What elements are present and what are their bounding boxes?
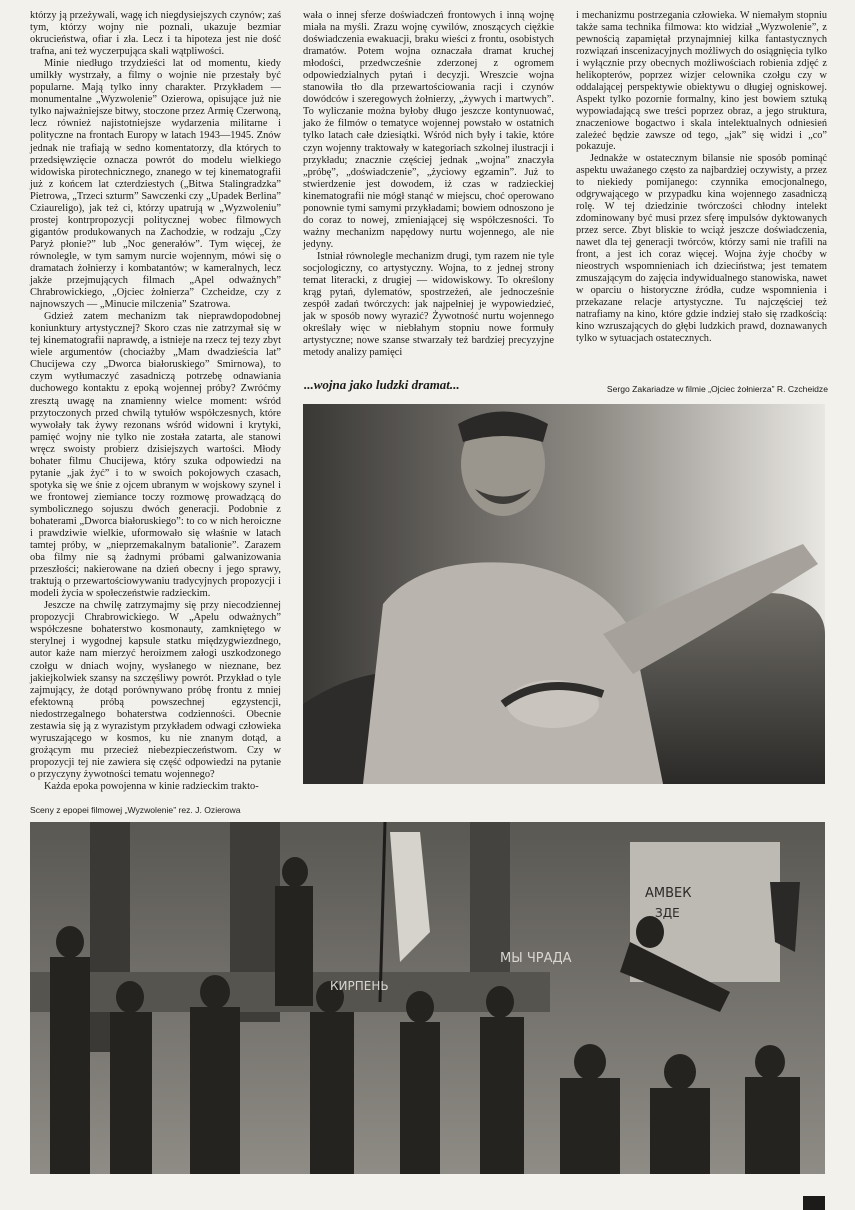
- paragraph: Jeszcze na chwilę zatrzymajmy się przy niecodziennej propozycji Chrabrowickiego. W „Apelu odważnych” współczesne bohaterstwo kosmonauty, zamkniętego w sterylnej i wygodnej kapsule statku międzygwiezdnego, autor każe nam mierzyć heroizmem załogi uszkodzonego czołgu w dniach wojny, wysłanego w nieznane, bez jakiejkolwiek szansy na szczęśliwy powrót. Przykład o tyle zajmujący, że dotąd porównywano próbę frontu z mniej efektowną próbą powszechnej egzystencji, niedostrzegalnego bohaterstwa codzienności. Obecnie zestawia się ją z wyrazistym przykładem odwagi człowieka wyruszającego w kosmos, ku nie znanym dotąd, a grożącym mu przecież niebezpieczeństwom. Czy w propozycji tej nie zawiera się część odpowiedzi na pytanie o przyczyny żywotności tematu wojennego?: [30, 600, 281, 780]
- wall-inscription-4: МЫ ЧРАДА: [500, 951, 572, 966]
- paragraph: Każda epoka powojenna w kinie radzieckim trakto-: [44, 781, 259, 792]
- photo-caption-wyzwolenie: Sceny z epopei filmowej „Wyzwolenie” rez. J. Ozierowa: [30, 805, 241, 815]
- paragraph: wała o innej sferze doświadczeń frontowych i inną wojnę miała na myśli. Zrazu wojnę cywilów, znoszących ciężkie doświadczenia ewakuacji, braku wieści z frontu, osobistych dramatów. Potem wojna oznaczała dramat kruchej młodości, przedwcześnie zderzonej z ogromem odpowiedzialnych pytań i decyzji. Wreszcie wojna stanowiła tło dla przewartościowania racji i czynów dowódców i szeregowych żołnierzy, „żywych i martwych”. To wyliczanie można byłoby długo jeszcze kontynuować, jako że filmów o tematyce wojennej powstało w ostatnich tylko latach całe dziesiątki. Wśród nich były i takie, które czyn wojenny traktowały w kategoriach szkolnej ilustracji i przykładu; znacznie częściej jednak „wojna” znaczyła „próbę”, „doświadczenie”, „życiowy egzamin”. Już to stwierdzenie jest dowodem, iż czas w radzieckiej kinematografii nie mógł stanąć w miejscu, choć operowano ponownie tymi samymi przykładami; bowiem odnoszono je do coraz to nowej, zmieniającej się współczesności. To ważny mechanizm napędowy nurtu wojennego, ale nie jedyny.: [303, 10, 554, 250]
- article-column-2: [303, 10, 554, 382]
- wall-inscription-3: КИРПЕНЬ: [330, 979, 389, 993]
- photo-soldier-father: [303, 404, 825, 784]
- article-column-3: [576, 10, 827, 345]
- article-column-1: [30, 10, 281, 798]
- wall-inscription-1: АМВЕК: [645, 886, 692, 901]
- wall-inscription-2: ЗДЕ: [655, 906, 680, 920]
- page-number-marker: [803, 1196, 825, 1210]
- pull-quote: ...wojna jako ludzki dramat...: [304, 377, 460, 392]
- paragraph: Gdzież zatem mechanizm tak nieprawdopodobnej koniunktury artystycznej? Skoro czas nie zatrzymał się w tej kinematografii naprawdę, a istnieje na rzecz tej tezy zbyt wiele argumentów (chociażby „Mam dwadzieścia lat” Chucijewa czy „Dworca białoruskiego” Smirnowa), to czym wytłumaczyć zasadniczą potrzebę odnawiania duchowego kontaktu z epoką wojennej próby? Zwróćmy zresztą uwagę na znamienny wielce moment: wśród przytoczonych przed chwilą tytułów współczesnych, które wywołały tak żywy rezonans wśród widowni i krytyki, pamięć wojny nie tylko nie została zatarta, ale stanowi wręcz swoisty probierz dzisiejszych wartości. Młody bohater filmu Chucijewa, który szuka odpowiedzi na pytanie „jak żyć” i to w swoich pokojowych czasach, spotyka się we śnie z ojcem ubranym w wojskowy szynel i we frontowej ziemiance toczy rozmowę prowadzącą do symbolicznego sojuszu dwóch generacji. Podobnie z bohaterami „Dworca białoruskiego”: to co w nich heroiczne i prawdziwie wielkie, uformowało się właśnie w latach tamtej próby, w „nieprzemakalnym batalionie”. Zarazem oba filmy nie są żadnymi próbami galwanizowania przeszłości; nakierowane na dzień obecny i jego sprawy, traktują o przewartościowywaniu tradycyjnych propozycji i modeli życia w społeczeństwie radzieckim.: [30, 311, 281, 600]
- paragraph: Istniał równolegle mechanizm drugi, tym razem nie tyle socjologiczny, co artystyczny. Wojna, to z jednej strony temat literacki, z drugiej — widowiskowy. To określony krąg pytań, dylematów, spostrzeżeń, ale jednocześnie zespół zadań twórczych: jak najpełniej je wypowiedzieć, jak w sposób nowy wyrazić? Żywotność nurtu wojennego określały więc w niebłahym stopniu nowe formuły artystyczne; nowe szanse stwarzały też bardziej precyzyjne metody analizy pamięci: [303, 250, 554, 359]
- paragraph: i mechanizmu postrzegania człowieka. W niemałym stopniu także sama technika filmowa: kto widział „Wyzwolenie”, z pewnością zapamiętał przynajmniej kilka fantastycznych rozwiązań inscenizacyjnych możliwych do osiągnięcia tylko i wyłącznie przy obecnych możliwościach robienia zdjęć z helikopterów, poprzez wizjer celownika czołgu czy w oddalającej perspektywie obiektywu o długiej ogniskowej. Aspekt tylko pozornie formalny, kino jest bowiem sztuką wypowiadającą swe treści poprzez obraz, a jego struktura, znaczeniowe bogactwo i skala intelektualnych odniesień zależeć będzie zawsze od tego, „jak” się widzi i „co” pokazuje.: [576, 10, 827, 153]
- paragraph: którzy ją przeżywali, wagę ich niegdysiejszych czynów; zaś tym, którzy wojny nie poznali, ukazuje bezmiar okrucieństwa, ofiar i zła. Lecz i ta hipoteza jest nie dość trafna, ani też wyczerpująca skali wątpliwości.: [30, 10, 281, 58]
- photo-caption-ojciec-zolnierza: Sergo Zakariadze w filmie „Ojciec żołnierza” R. Czcheidze: [606, 384, 828, 394]
- paragraph: Jednakże w ostatecznym bilansie nie sposób pominąć aspektu uważanego często za najbardziej oczywisty, a przez to niekiedy pomijanego: czynnika emocjonalnego, odgrywającego w przypadku kina wojennego zasadniczą rolę. W tej dziedzinie twórczości chłodny intelekt zdominowany być musi przez sferę impulsów dyktowanych przez serce. Zbyt bliskie to wciąż jeszcze doświadczenia, nawet dla tej generacji twórców, którzy sami nie trafili na front, a jest ich coraz więcej. Wojna żyje choćby w nieostrych wspomnieniach ich dzieciństwa; jest tematem zmuszającym do zajęcia indywidualnego stanowiska, nawet w oparciu o historyczne źródła, cudze wspomnienia i przekazane relacje artystyczne. Tu najczęściej też natrafiamy na kino, które gdzie indziej stało się rzadkością: kino wzruszających do głębi ludzkich prawd, doznawanych tylko w sytuacjach ostatecznych.: [576, 153, 827, 344]
- photo-victory-scene: [30, 822, 825, 1174]
- paragraph: Minie niedługo trzydzieści lat od momentu, kiedy umilkły wystrzały, a filmy o wojnie nie przestały być popularne. Mają tylko inny charakter. Przykładem — monumentalne „Wyzwolenie” Ozierowa, opisujące już nie tylko najważniejsze bitwy, stoczone przez Armię Czerwoną, lecz również najistotniejsze wydarzenia militarne i polityczne na frontach Europy w latach 1943—1945. Znów jednak nie trafiają w sedno komentatorzy, dla których to przedsięwzięcie oznacza powrót do modelu wielkiego widowiska pirotechnicznego, znanego w tej kinematografii już z końcem lat czterdziestych („Bitwa Stalingradzka” Pietrowa, „Trzeci szturm” Sawczenki czy „Upadek Berlina” Cziaureligo), jak też ci, którzy upatrują w „Wyzwoleniu” prostej kontrpropozycji politycznej wobec filmowych gigantów produkowanych na Zachodzie, w rodzaju „Czy Paryż płonie?” lub „Noc generałów”. Tym więcej, że równolegle, w tym samym nurcie wojennym, mówi się o dramatach żołnierzy i kombatantów; w kameralnych, lecz jakże przejmujących filmach „Apel odważnych” Chrabrowickiego, „Ojciec żołnierza” Czcheidze, czy z najnowszych — „Minucie milczenia” Szatrowa.: [30, 58, 281, 311]
